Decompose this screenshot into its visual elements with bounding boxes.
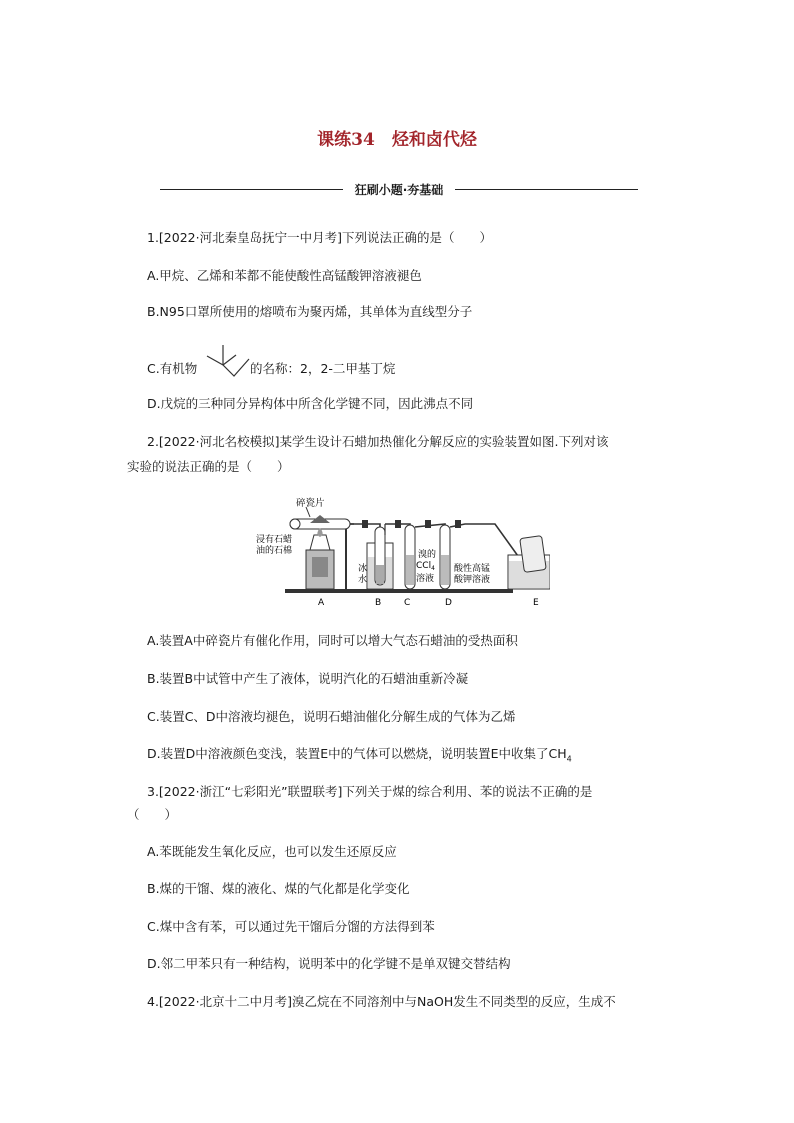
label-d: D	[445, 598, 452, 608]
q1-option-a: A.甲烷、乙烯和苯都不能使酸性高锰酸钾溶液褪色	[147, 268, 422, 283]
q3-option-a: A.苯既能发生氧化反应，也可以发生还原反应	[147, 844, 397, 859]
q3-stem-line1: 3.[2022·浙江“七彩阳光”联盟联考]下列关于煤的综合利用、苯的说法不正确的是	[147, 784, 593, 799]
label-a: A	[318, 598, 325, 608]
label-ice-2: 水	[358, 575, 368, 585]
q2-stem-line2: 实验的说法正确的是（ ）	[127, 459, 290, 474]
label-broken-porcelain: 碎瓷片	[296, 498, 325, 509]
q1-option-d: D.戊烷的三种同分异构体中所含化学键不同，因此沸点不同	[147, 396, 474, 411]
q3-option-d: D.邻二甲苯只有一种结构，说明苯中的化学键不是单双键交替结构	[147, 956, 511, 971]
label-bromine-1: 溴的	[418, 550, 437, 560]
q1-option-c-pre: C.有机物	[147, 361, 198, 376]
section-title: 狂刷小题·夯基础	[354, 182, 444, 197]
label-c: C	[404, 598, 411, 608]
label-bromine-3: 溶液	[416, 574, 435, 584]
q2-option-a: A.装置A中碎瓷片有催化作用，同时可以增大气态石蜡油的受热面积	[147, 633, 518, 648]
q2-option-b: B.装置B中试管中产生了液体，说明汽化的石蜡油重新冷凝	[147, 671, 469, 686]
section-rule-left	[160, 189, 343, 190]
q3-option-b: B.煤的干馏、煤的液化、煤的气化都是化学变化	[147, 881, 410, 896]
q1-option-b: B.N95口罩所使用的熔喷布为聚丙烯，其单体为直线型分子	[147, 304, 473, 319]
q2-option-c: C.装置C、D中溶液均褪色，说明石蜡油催化分解生成的气体为乙烯	[147, 709, 516, 724]
page-title: 课练34 烃和卤代烃	[317, 130, 477, 150]
q4-stem-line1: 4.[2022·北京十二中月考]溴乙烷在不同溶剂中与NaOH发生不同类型的反应，生成不	[147, 994, 616, 1009]
q1-stem: 1.[2022·河北秦皇岛抚宁一中月考]下列说法正确的是（ ）	[147, 230, 492, 245]
label-b: B	[375, 598, 382, 608]
label-e: E	[533, 598, 539, 608]
q2-stem-line1: 2.[2022·河北名校模拟]某学生设计石蜡加热催化分解反应的实验装置如图.下列对该	[147, 434, 609, 449]
label-bromine-2: CCl$_4$	[416, 561, 435, 572]
q1-option-c-post: 的名称：2，2-二甲基丁烷	[250, 361, 396, 376]
section-rule-right	[455, 189, 638, 190]
label-kmno4-1: 酸性高锰	[454, 564, 491, 574]
apparatus-diagram	[250, 495, 550, 610]
skeletal-formula-icon	[206, 343, 250, 379]
q3-stem-line2: （ ）	[127, 807, 178, 822]
section-header	[160, 180, 638, 198]
label-soaked-1: 浸有石蜡	[256, 535, 293, 545]
label-soaked-2: 油的石棉	[256, 546, 293, 556]
label-kmno4-2: 酸钾溶液	[454, 575, 491, 585]
q3-option-c: C.煤中含有苯，可以通过先干馏后分馏的方法得到苯	[147, 919, 435, 934]
q2-option-d: D.装置D中溶液颜色变浅，装置E中的气体可以燃烧，说明装置E中收集了$CH_4$	[147, 746, 572, 764]
label-ice-1: 冰	[358, 564, 368, 574]
